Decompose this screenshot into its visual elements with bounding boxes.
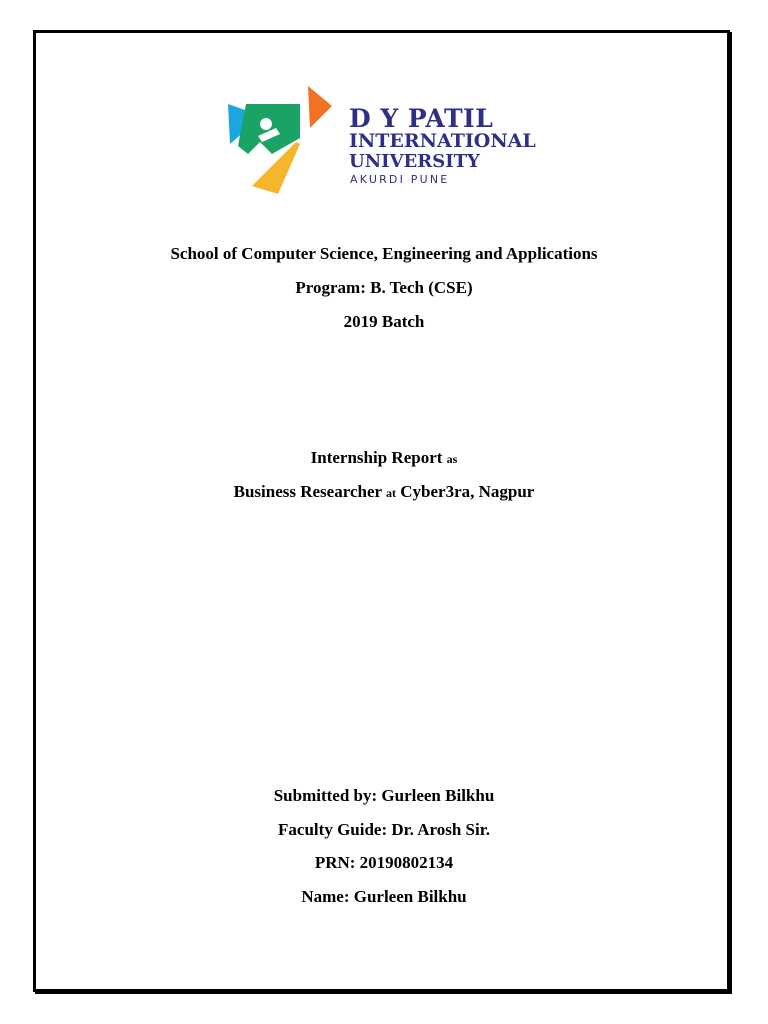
submitted-by: Submitted by: Gurleen Bilkhu [273, 786, 495, 805]
student-name: Name: Gurleen Bilkhu [301, 887, 467, 906]
logo-line-1: D Y PATIL [349, 104, 494, 133]
school-name: School of Computer Science, Engineering and Applications [170, 244, 598, 263]
report-role: Business Researcher [233, 482, 382, 501]
batch-year: 2019 Batch [343, 312, 425, 331]
university-logo [224, 84, 544, 200]
program-name: Program: B. Tech (CSE) [295, 278, 473, 297]
report-title-connector: as [446, 452, 458, 466]
report-company: Cyber3ra, Nagpur [400, 482, 535, 501]
logo-line-3: UNIVERSITY [349, 151, 480, 172]
report-role-connector: at [386, 486, 396, 500]
report-role-line [0, 482, 768, 502]
report-title-main: Internship Report [310, 448, 443, 467]
logo-line-2: INTERNATIONAL [349, 130, 536, 152]
faculty-guide: Faculty Guide: Dr. Arosh Sir. [278, 820, 490, 839]
logo-line-4: AKURDI PUNE [350, 173, 450, 186]
report-title [0, 448, 768, 468]
prn-number: PRN: 20190802134 [314, 853, 454, 872]
university-emblem-icon [224, 84, 339, 200]
